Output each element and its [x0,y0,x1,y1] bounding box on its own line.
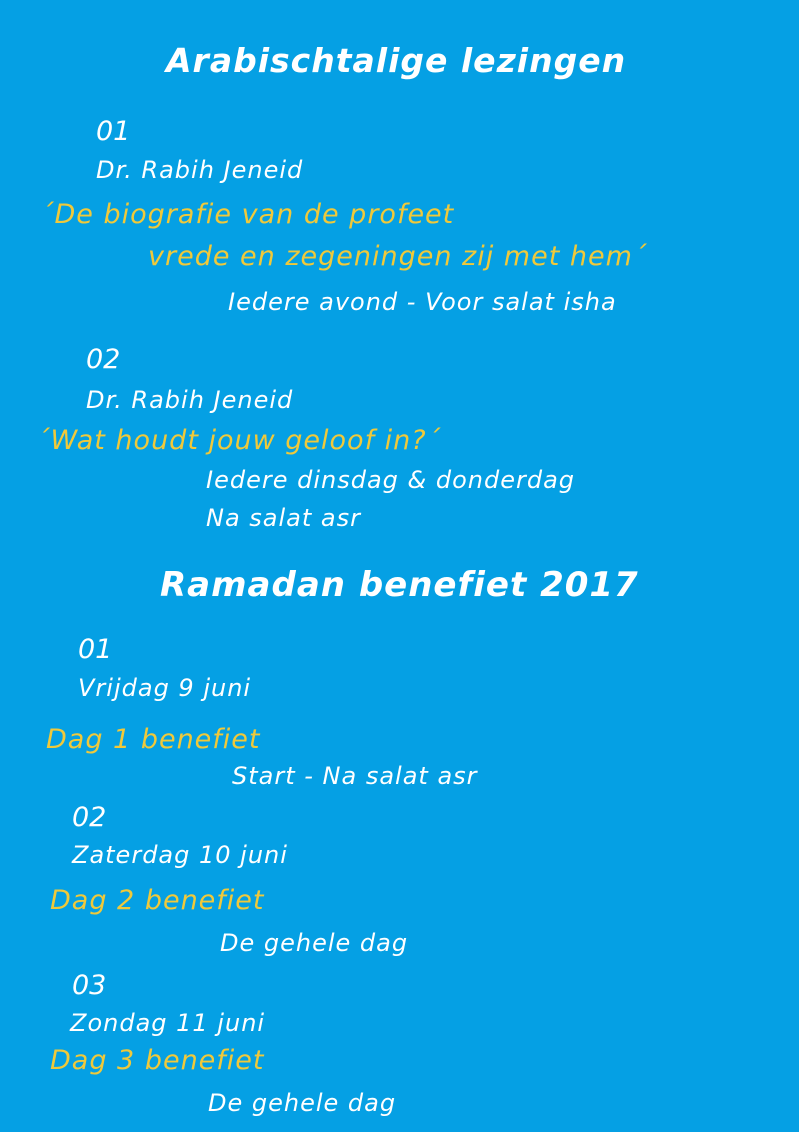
lecture-topic-continued: vrede en zegeningen zij met hem´ [148,241,648,272]
benefit-number: 01 [78,634,113,665]
benefit-number: 02 [72,802,107,833]
benefit-event: Dag 2 benefiet [50,885,265,916]
benefit-time: De gehele dag [208,1089,397,1117]
benefit-time: Start - Na salat asr [232,762,478,790]
benefit-time: De gehele dag [220,929,409,957]
lecture-speaker: Dr. Rabih Jeneid [86,386,294,414]
lecture-number: 01 [96,116,131,147]
lectures-title: Arabischtalige lezingen [166,41,627,80]
benefit-date: Vrijdag 9 juni [78,674,252,702]
lecture-number: 02 [86,344,121,375]
benefit-event: Dag 1 benefiet [46,724,261,755]
benefit-number: 03 [72,970,107,1001]
lecture-schedule: Iedere avond - Voor salat isha [228,288,617,316]
benefit-date: Zondag 11 juni [70,1009,266,1037]
lecture-speaker: Dr. Rabih Jeneid [96,156,304,184]
lecture-schedule-time: Na salat asr [206,504,361,532]
benefit-date: Zaterdag 10 juni [72,841,288,869]
lecture-topic: ´De biografie van de profeet [40,199,455,230]
benefit-title: Ramadan benefiet 2017 [160,565,639,605]
benefit-event: Dag 3 benefiet [50,1045,265,1076]
lecture-schedule: Iedere dinsdag & donderdag [206,466,576,494]
lecture-topic: ´Wat houdt jouw geloof in?´ [36,425,442,456]
